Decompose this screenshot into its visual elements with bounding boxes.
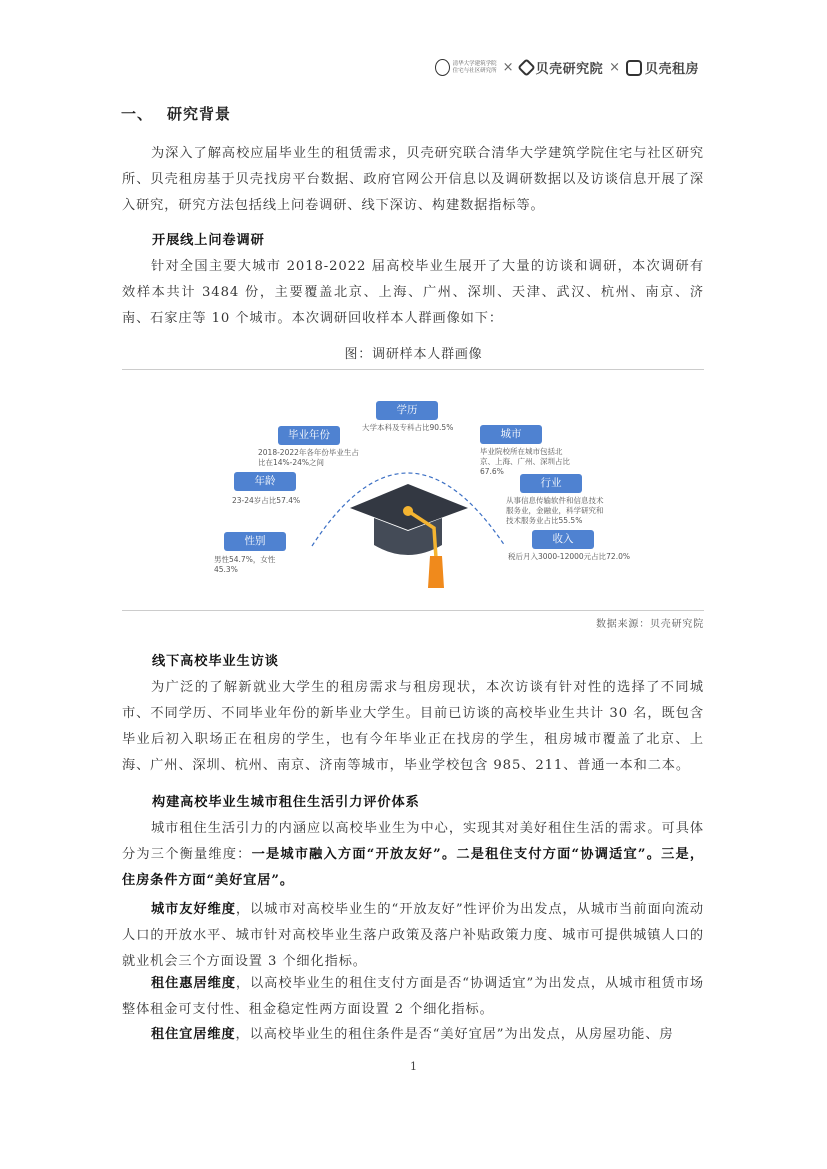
tag-income: 收入 <box>532 530 594 549</box>
section-number: 一、 <box>121 105 154 123</box>
tag-gender: 性别 <box>224 532 286 551</box>
tsinghua-logo-line1: 清华大学建筑学院 <box>452 60 497 67</box>
tag-industry-note: 从事信息传输软件和信息技术服务业，金融业，科学研究和技术服务业占比55.5% <box>506 496 604 525</box>
beike-diamond-icon <box>517 58 535 76</box>
page-number: 1 <box>410 1060 417 1073</box>
section-title: 研究背景 <box>167 105 232 123</box>
header-logos <box>435 58 699 77</box>
beike-institute-logo <box>520 58 604 77</box>
tag-education-note: 大学本科及专科占比90.5% <box>362 423 454 432</box>
logo-separator-2: × <box>609 60 620 75</box>
tag-gender-note: 男性54.7%，女性45.3% <box>214 555 276 574</box>
beike-house-icon <box>626 60 642 76</box>
figure-top-rule <box>122 369 704 370</box>
graduation-cap-icon <box>350 484 468 588</box>
tag-graduation-year: 毕业年份 <box>278 426 340 445</box>
dimension-affordability-text: ，以高校毕业生的租住支付方面是否“协调适宜”为出发点，从城市租赁市场整体租金可支付性、租金稳定性两方面设置 2 个细化指标。 <box>122 976 704 1017</box>
dimension-livability-term: 租住宜居维度 <box>151 1027 236 1042</box>
tag-age: 年龄 <box>234 472 296 491</box>
interview-paragraph: 为广泛的了解新就业大学生的租房需求与租房现状，本次访谈有针对性的选择了不同城市、不同学历、不同毕业年份的新毕业大学生。目前已访谈的高校毕业生共计 30 名，既包含毕业后初入职场正在租房的学生，也有今年毕业正在找房的学生，租房城市覆盖了北京、上海、广州、深圳、杭州、南京、济南等城市，毕业学校包含 985、211、普通一本和二本。 <box>122 680 704 773</box>
intro-paragraph: 为深入了解高校应届毕业生的租赁需求，贝壳研究联合清华大学建筑学院住宅与社区研究所、贝壳租房基于贝壳找房平台数据、政府官网公开信息以及调研数据以及访谈信息开展了深入研究，研究方法包括线上问卷调研、线下深访、构建数据指标等。 <box>122 146 704 213</box>
dimension-livability-paragraph <box>122 1022 704 1048</box>
tag-industry: 行业 <box>520 474 582 493</box>
figure-source: 数据来源：贝壳研究院 <box>596 619 704 630</box>
evaluation-paragraph <box>122 816 704 894</box>
tag-graduation-year-note: 2018-2022年各年份毕业生占比在14%-24%之间 <box>258 448 359 467</box>
evaluation-text: 城市租住生活引力的内涵应以高校毕业生为中心，实现其对美好租住生活的需求。可具体分为三个衡量维度： <box>122 821 704 862</box>
tsinghua-logo-line2: 住宅与社区研究所 <box>452 67 497 74</box>
tag-city-note: 毕业院校所在城市包括北京、上海、广州、深圳占比67.6% <box>480 447 570 476</box>
figure-caption: 图：调研样本人群画像 <box>344 347 483 362</box>
survey-paragraph: 针对全国主要大城市 2018-2022 届高校毕业生展开了大量的访谈和调研，本次调研有效样本共计 3484 份，主要覆盖北京、上海、广州、深圳、天津、武汉、杭州、南京、济南、石家庄等 10 个城市。本次调研回收样本人群画像如下： <box>122 259 704 326</box>
interview-heading: 线下高校毕业生访谈 <box>152 654 279 669</box>
figure-bottom-rule <box>122 610 704 611</box>
logo-separator: × <box>502 60 514 75</box>
dimension-livability-text: ，以高校毕业生的租住条件是否“美好宜居”为出发点，从房屋功能、房 <box>235 1027 674 1042</box>
evaluation-dimensions-bold: 一是城市融入方面“开放友好”。二是租住支付方面“协调适宜”。三是，住房条件方面“美好宜居”。 <box>122 847 704 888</box>
tsinghua-logo <box>435 59 497 76</box>
beike-zufang-logo <box>626 58 699 77</box>
dimension-affordability-paragraph <box>122 971 704 1023</box>
dimension-city-paragraph <box>122 897 704 975</box>
survey-heading: 开展线上问卷调研 <box>152 233 265 248</box>
dimension-city-term: 城市友好维度 <box>151 902 236 917</box>
beike-zufang-text: 贝壳租房 <box>644 62 699 77</box>
evaluation-heading: 构建高校毕业生城市租住生活引力评价体系 <box>152 795 420 810</box>
tsinghua-emblem-icon <box>435 59 450 76</box>
dimension-affordability-term: 租住惠居维度 <box>151 976 236 991</box>
tag-city: 城市 <box>480 425 542 444</box>
tag-age-note: 23-24岁占比57.4% <box>232 496 301 505</box>
dimension-city-text: ，以城市对高校毕业生的“开放友好”性评价为出发点，从城市当前面向流动人口的开放水平、城市针对高校毕业生落户政策及落户补贴政策力度、城市可提供城镇人口的就业机会三个方面设置 3 个细化指标。 <box>122 902 704 969</box>
section-heading <box>121 103 231 124</box>
tag-income-note: 税后月入3000-12000元占比72.0% <box>508 552 630 561</box>
profile-figure <box>122 378 704 606</box>
tag-education: 学历 <box>376 401 438 420</box>
beike-institute-text: 贝壳研究院 <box>535 62 604 77</box>
